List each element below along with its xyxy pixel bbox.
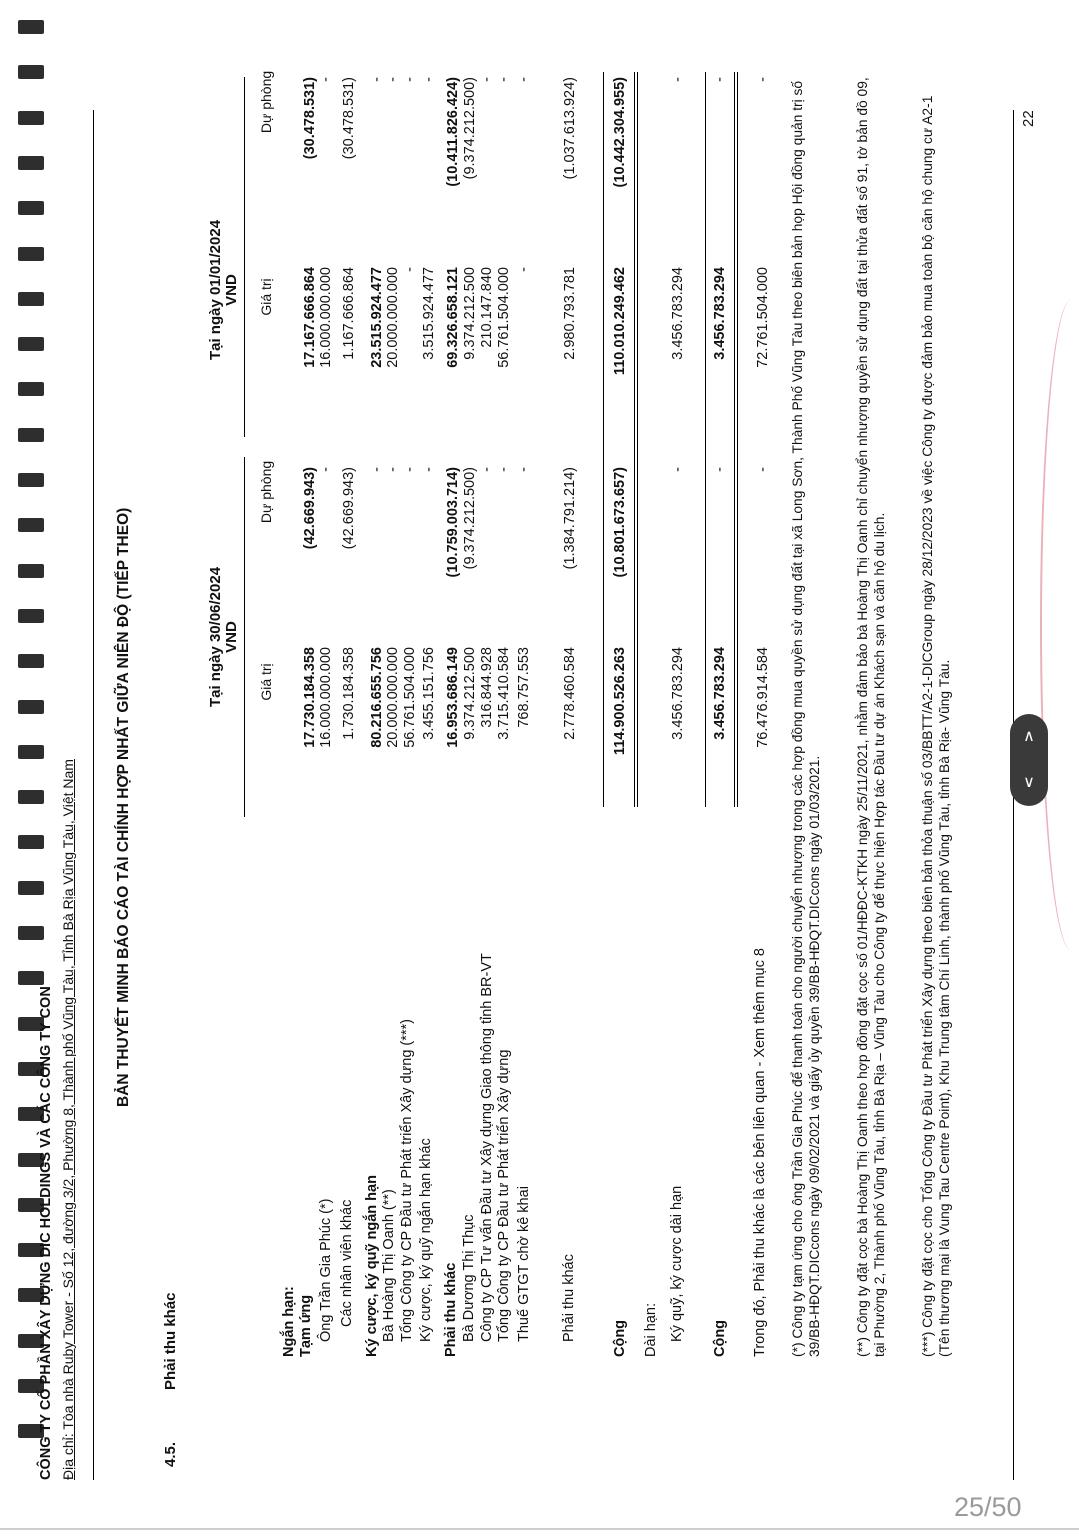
row-trong-do-p2: - [755, 77, 771, 82]
total2-rule-bottom-1 [734, 72, 735, 807]
row-trong-do-v1: 76.476.914.584 [755, 647, 771, 748]
period2-currency: VND [223, 274, 240, 306]
row-cong1-v1: 114.900.526.263 [612, 647, 628, 756]
row-ky-cuoc-khac-p2: - [421, 77, 437, 82]
footnote-3: (***) Công ty đặt cọc cho Tổng Công ty Đầu tư Phát triển Xây dựng theo biên bản thỏa thuận số 03/BBTT/A2-1-DICGroup ngày 28/12/2023 về việc Công ty được đảm bảo mua toàn bộ căn hộ chung cư A2-1 (Tên thương mại là Vung Tau Centre Point), Khu Trung tâm Chí Linh, thành phố Vũng Tàu, tỉnh Bà Rịa- Vũng Tàu. [920, 95, 952, 1357]
row-tong-cty-cp-label: Tổng Công ty CP Đầu tư Phát triển Xây dựng (***) [399, 1018, 415, 1342]
row-cong2-p2: - [712, 77, 728, 82]
row-tong-cty-cp-v2: - [402, 267, 418, 272]
period1-currency: VND [223, 621, 240, 653]
row-nhan-vien-v1: 1.730.184.358 [341, 647, 357, 740]
row-thue-gtgt-p1: - [516, 467, 532, 472]
period2-header: Tại ngày 01/01/2024 [207, 219, 224, 361]
row-phai-thu-khac-group-p2: (10.411.826.424) [445, 77, 461, 187]
total1-rule-bottom-2 [637, 72, 638, 807]
row-thue-gtgt-v2: - [516, 267, 532, 272]
row-tong-cty-dtpt-label: Tổng Công ty CP Đầu tư Phát triển Xây dựng [496, 1049, 512, 1342]
header-rule [93, 110, 94, 1480]
row-ky-quy-dai-han-v1: 3.456.783.294 [670, 647, 686, 740]
row-ky-cuoc-label: Ký cược, ký quỹ ngắn hạn [364, 1175, 380, 1357]
row-duong-thi-thuc-p2: (9.374.212.500) [462, 77, 478, 180]
page-nav-control[interactable] [1010, 714, 1048, 806]
total1-rule-top [603, 72, 604, 807]
row-ky-quy-dai-han-p1: - [670, 467, 686, 472]
row-cong1-p2: (10.442.304.955) [612, 77, 628, 188]
row-cty-tu-van-p1: - [479, 467, 495, 472]
row-cong1-label: Cộng [612, 1319, 628, 1357]
row-hoang-thi-oanh-v1: 20.000.000.000 [385, 647, 401, 748]
row-ky-cuoc-v2: 23.515.924.477 [369, 267, 385, 368]
row-hoang-thi-oanh-label: Bà Hoàng Thị Oanh (**) [381, 1189, 397, 1342]
row-duong-thi-thuc-p1: (9.374.212.500) [462, 467, 478, 570]
row-ky-quy-dai-han-label: Ký quỹ, ký cược dài hạn [669, 1185, 685, 1342]
page-title: BẢN THUYẾT MINH BÁO CÁO TÀI CHÍNH HỢP NHẤT GIỮA NIÊN ĐỘ (TIẾP THEO) [115, 507, 132, 1107]
row-phai-thu-khac-group-v1: 16.953.686.149 [445, 647, 461, 748]
row-cong2-v2: 3.456.783.294 [712, 267, 728, 360]
row-phai-thu-khac-item-v2: 2.980.793.781 [562, 267, 578, 360]
row-tong-cty-dtpt-v2: 56.761.504.000 [496, 267, 512, 368]
page-number: 22 [1020, 110, 1037, 127]
row-phai-thu-khac-item-p1: (1.384.791.214) [562, 467, 578, 570]
row-cty-tu-van-p2: - [479, 77, 495, 82]
row-ky-cuoc-p2: - [369, 77, 385, 82]
period1-value-header: Giá trị [258, 663, 274, 701]
row-thue-gtgt-v1: 768.757.553 [516, 647, 532, 728]
row-phai-thu-khac-item-p2: (1.037.613.924) [562, 77, 578, 180]
chevron-down-icon[interactable]: ∨ [1023, 774, 1035, 791]
company-name: CÔNG TY CỔ PHẦN XÂY DỰNG DIC HOLDINGS VÀ CÁC CÔNG TY CON [38, 986, 54, 1480]
row-trong-do-label: Trong đó, Phải thu khác là các bên liên quan - Xem thêm mục 8 [752, 948, 768, 1357]
company-address: Địa chỉ: Tòa nhà Ruby Tower - Số 12, đường 3/2, Phường 8, Thành phố Vũng Tàu, Tỉnh Bà Rịa Vũng Tàu, Việt Nam [60, 759, 76, 1480]
row-tran-gia-phuc-label: Ông Trần Gia Phúc (*) [318, 1198, 334, 1342]
row-ky-cuoc-khac-p1: - [421, 467, 437, 472]
section-title: Phải thu khác [162, 1292, 179, 1390]
total2-rule-bottom-2 [737, 72, 738, 807]
period1-provision-header: Dự phòng [258, 460, 274, 524]
row-cty-tu-van-label: Công ty CP Tư vấn Đầu tư Xây dựng Giao thông tỉnh BR-VT [479, 953, 495, 1342]
viewer-bottom-line [0, 1528, 1079, 1530]
row-ngan-han-label: Ngắn hạn: [281, 1286, 297, 1357]
row-dai-han-label: Dài hạn: [643, 1302, 659, 1357]
row-duong-thi-thuc-v1: 9.374.212.500 [462, 647, 478, 740]
row-nhan-vien-p1: (42.669.943) [341, 467, 357, 550]
footnote-2: (**) Công ty đặt cọc bà Hoàng Thị Oanh theo hợp đồng đặt cọc số 01/HĐĐC-KTKH ngày 25/11/2021, nhằm đảm bảo bà Hoàng Thị Oanh chỉ chuyển nhượng quyền sử dụng đất tại thửa đất số 91, tờ bản đồ 09, tại Phường 2, Thành phố Vũng Tàu, tỉnh Bà Rịa – Vũng Tàu cho Công ty để thực hiện Hợp tác Đầu tư dự án Khách sạn và căn hộ du lịch. [855, 77, 887, 1357]
page-indicator: 25/50 [954, 1492, 1022, 1522]
row-phai-thu-khac-group-p1: (10.759.003.714) [445, 467, 461, 578]
row-duong-thi-thuc-label: Bà Dương Thị Thục [461, 1214, 477, 1342]
row-ky-cuoc-khac-v1: 3.455.151.756 [421, 647, 437, 740]
row-nhan-vien-p2: (30.478.531) [341, 77, 357, 160]
row-nhan-vien-label: Các nhân viên khác [339, 1199, 355, 1327]
row-tran-gia-phuc-p1: - [318, 467, 334, 472]
row-phai-thu-khac-item-v1: 2.778.460.584 [562, 647, 578, 740]
row-thue-gtgt-p2: - [516, 77, 532, 82]
row-tam-ung-label: Tạm ứng [298, 1294, 314, 1357]
row-tong-cty-dtpt-p1: - [496, 467, 512, 472]
row-tong-cty-cp-p1: - [402, 467, 418, 472]
row-ky-cuoc-v1: 80.216.655.756 [369, 647, 385, 748]
row-cong2-v1: 3.456.783.294 [712, 647, 728, 740]
row-cong2-p1: - [712, 467, 728, 472]
row-hoang-thi-oanh-v2: 20.000.000.000 [385, 267, 401, 368]
row-hoang-thi-oanh-p1: - [385, 467, 401, 472]
row-tam-ung-v1: 17.730.184.358 [302, 647, 318, 748]
row-ky-cuoc-khac-v2: 3.515.924.477 [421, 267, 437, 360]
row-thue-gtgt-label: Thuế GTGT chờ kê khai [516, 1186, 532, 1342]
period2-provision-header: Dự phòng [258, 70, 274, 134]
period2-rule [244, 77, 245, 437]
row-cty-tu-van-v2: 210.147.840 [479, 267, 495, 348]
period1-header: Tại ngày 30/06/2024 [207, 566, 224, 708]
row-phai-thu-khac-group-label: Phải thu khác [443, 1262, 459, 1357]
section-number: 4.5. [162, 1441, 179, 1467]
row-ky-cuoc-khac-label: Ký cược, ký quỹ ngắn hạn khác [418, 1138, 434, 1342]
row-tong-cty-dtpt-p2: - [496, 77, 512, 82]
total1-rule-bottom-1 [634, 72, 635, 807]
row-tam-ung-p2: (30.478.531) [302, 77, 318, 160]
row-hoang-thi-oanh-p2: - [385, 77, 401, 82]
row-ky-cuoc-p1: - [369, 467, 385, 472]
row-cty-tu-van-v1: 316.844.928 [479, 647, 495, 728]
row-phai-thu-khac-group-v2: 69.326.658.121 [445, 267, 461, 368]
row-tong-cty-cp-v1: 56.761.504.000 [402, 647, 418, 748]
row-tran-gia-phuc-v1: 16.000.000.000 [318, 647, 334, 748]
row-tong-cty-dtpt-v1: 3.715.410.584 [496, 647, 512, 740]
row-tam-ung-p1: (42.669.943) [302, 467, 318, 550]
footnote-1: (*) Công ty tạm ứng cho ông Trần Gia Phúc để thanh toán cho người chuyển nhượng trong các hợp đồng mua quyền sử dụng đất tại xã Long Sơn, Thành Phố Vũng Tàu theo biên bản họp Hội đồng quản trị số 39/BB-HĐQT.DICcons ngày 09/02/2021 và giấy ủy quyền 39/BB-HĐQT.DICcons ngày 01/03/2021. [790, 80, 822, 1357]
period1-rule [244, 457, 245, 817]
chevron-up-icon[interactable]: ∧ [1023, 728, 1035, 745]
row-tran-gia-phuc-v2: 16.000.000.000 [318, 267, 334, 368]
row-tong-cty-cp-p2: - [402, 77, 418, 82]
row-duong-thi-thuc-v2: 9.374.212.500 [462, 267, 478, 360]
row-trong-do-p1: - [755, 467, 771, 472]
period2-value-header: Giá trị [258, 278, 274, 316]
row-tran-gia-phuc-p2: - [318, 77, 334, 82]
row-cong1-p1: (10.801.673.657) [612, 467, 628, 578]
row-trong-do-v2: 72.761.504.000 [755, 267, 771, 368]
row-ky-quy-dai-han-p2: - [670, 77, 686, 82]
row-phai-thu-khac-item-label: Phải thu khác [561, 1254, 577, 1342]
total2-rule-top [705, 72, 706, 807]
row-ky-quy-dai-han-v2: 3.456.783.294 [670, 267, 686, 360]
row-cong2-label: Cộng [712, 1319, 728, 1357]
row-nhan-vien-v2: 1.167.666.864 [341, 267, 357, 360]
row-cong1-v2: 110.010.249.462 [612, 267, 628, 376]
row-tam-ung-v2: 17.167.666.864 [302, 267, 318, 368]
